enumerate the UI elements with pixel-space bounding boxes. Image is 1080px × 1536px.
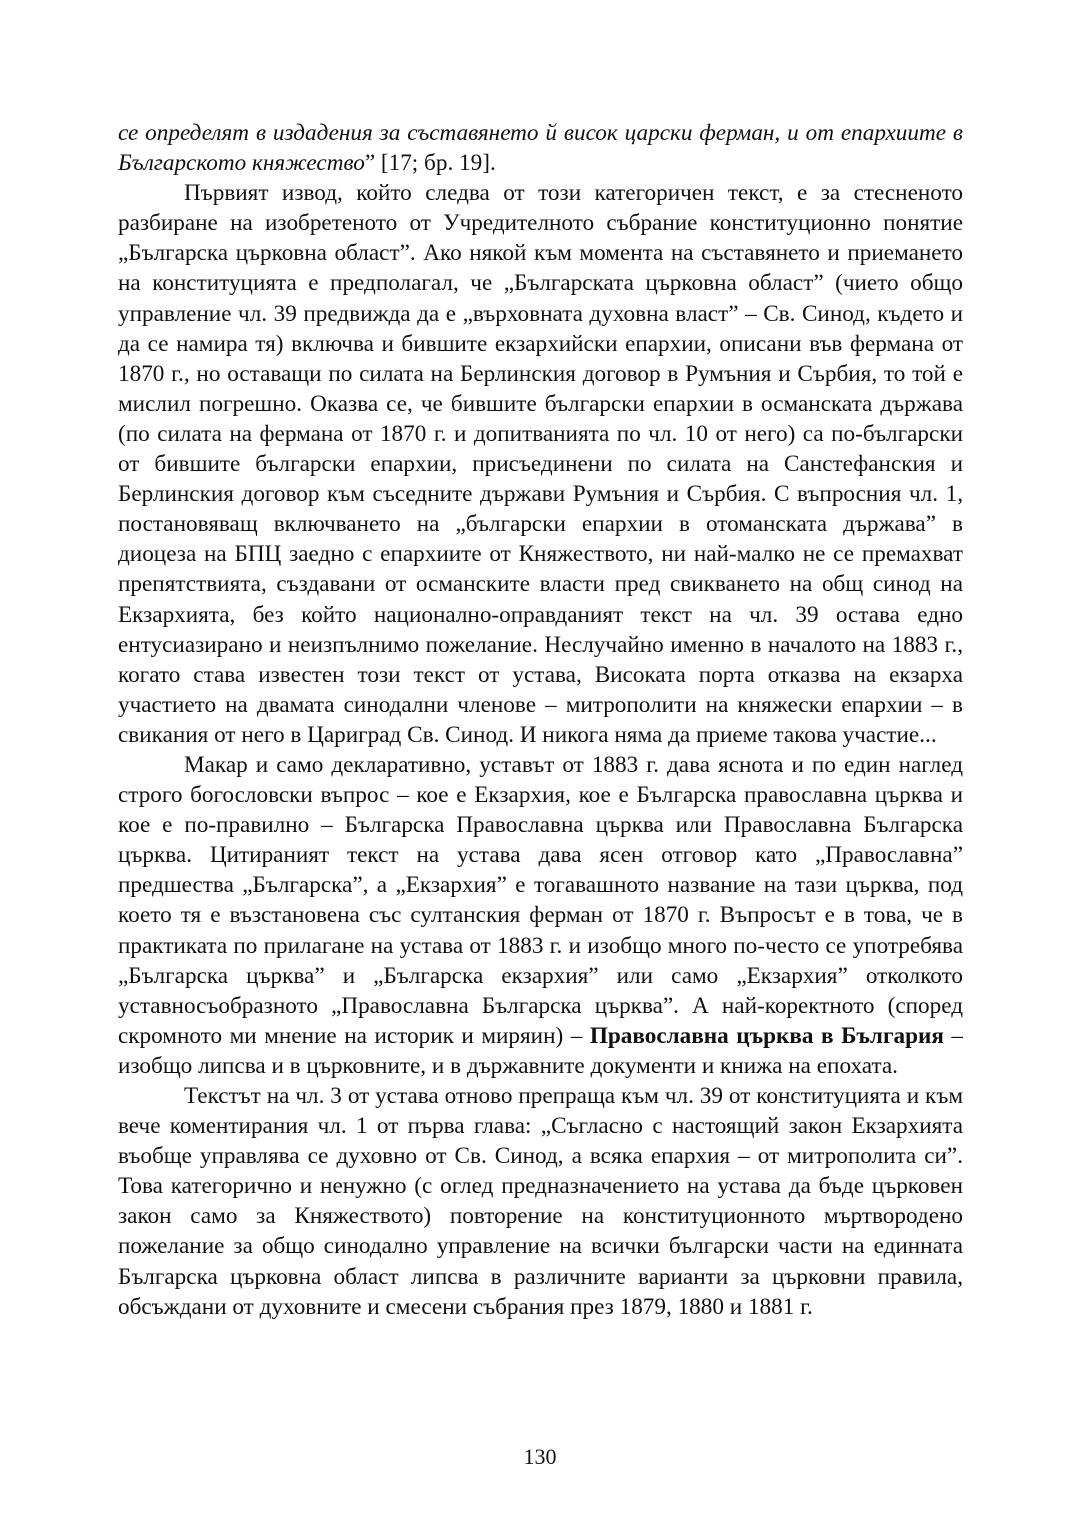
citation: ” [17; бр. 19]. <box>364 150 496 177</box>
paragraph-3-end: – изобщо липсва и в църковните, и в държавните документи и книжа на епохата. <box>118 1022 963 1079</box>
bold-phrase: Православна църква в България <box>589 1022 944 1049</box>
paragraph-3 <box>118 750 963 1081</box>
paragraph-2: Първият извод, който следва от този категоричен текст, е за стесненото разбиране на изобретеното от Учредителното събрание конституционно понятие „Българска църковна област”. Ако някой към момента на съставянето и приемането на конституцията е предполагал, че „Българската църковна област” (чието общо управление чл. 39 предвижда да е „върховната духовна власт” – Св. Синод, където и да се намира тя) включва и бившите екзархийски епархии, описани във фермана от 1870 г., но оставащи по силата на Берлинския договор в Румъния и Сърбия, то той е мислил погрешно. Оказва се, че бившите български епархии в османската държава (по силата на фермана от 1870 г. и допитванията по чл. 10 от него) са по-български от бившите български епархии, присъединени по силата на Санстефанския и Берлинския договор към съседните държави Румъния и Сърбия. С въпросния чл. 1, постановяващ включването на „български епархии в отоманската държава” в диоцеза на БПЦ заедно с епархиите от Княжеството, ни най-малко не се премахват препятствията, създавани от османските власти пред свикването на общ синод на Екзархията, без който национално-оправданият текст на чл. 39 остава едно ентусиазирано и неизпълнимо пожелание. Неслучайно именно в началото на 1883 г., когато става известен този текст от устава, Високата порта отказва на екзарха участието на двамата синодални членове – митрополити на княжески епархии – в свикания от него в Цариград Св. Синод. И никога няма да приеме такова участие... <box>118 180 963 748</box>
paragraph-3-start: Макар и само декларативно, уставът от 1883 г. дава яснота и по един наглед строго богословски въпрос – кое е Екзархия, кое е Българска православна църква и кое е по-правилно – Българска Православна църква или Православна Българска църква. Цитираният текст на устава дава ясен отговор като „Православна” предшества „Българска”, а „Екзархия” е тогавашното название на тази църква, под което тя е възстановена със султанския ферман от 1870 г. Въпросът е в това, че в практиката по прилагане на устава от 1883 г. и изобщо много по-често се употребява „Българска църква” и „Българска екзархия” или само „Екзархия” отколкото уставносъобразното „Православна Българска църква”. А най-коректното (според скромното ми мнение на историк и миряин) – <box>118 751 963 1049</box>
paragraph-4: Текстът на чл. 3 от устава отново препраща към чл. 39 от конституцията и към вече коментирания чл. 1 от първа глава: „Съгласно с настоящий закон Екзархията въобще управлява се духовно от Св. Синод, а всяка епархия – от митрополита си”. Това категорично и ненужно (с оглед предназначението на устава да бъде църковен закон само за Княжеството) повторение на конституционното мъртвородено пожелание за общо синодално управление на всички български части на единната Българска църковна област липсва в различните варианти за църковни правила, обсъждани от духовните и смесени събрания през 1879, 1880 и 1881 г. <box>118 1083 963 1320</box>
page-body <box>118 118 963 1322</box>
paragraph-1 <box>118 118 963 178</box>
italic-quote: се определят в издадения за съставянето й висок царски ферман, и от епархиите в Българското княжество <box>118 120 963 177</box>
page-number: 130 <box>523 1444 557 1469</box>
